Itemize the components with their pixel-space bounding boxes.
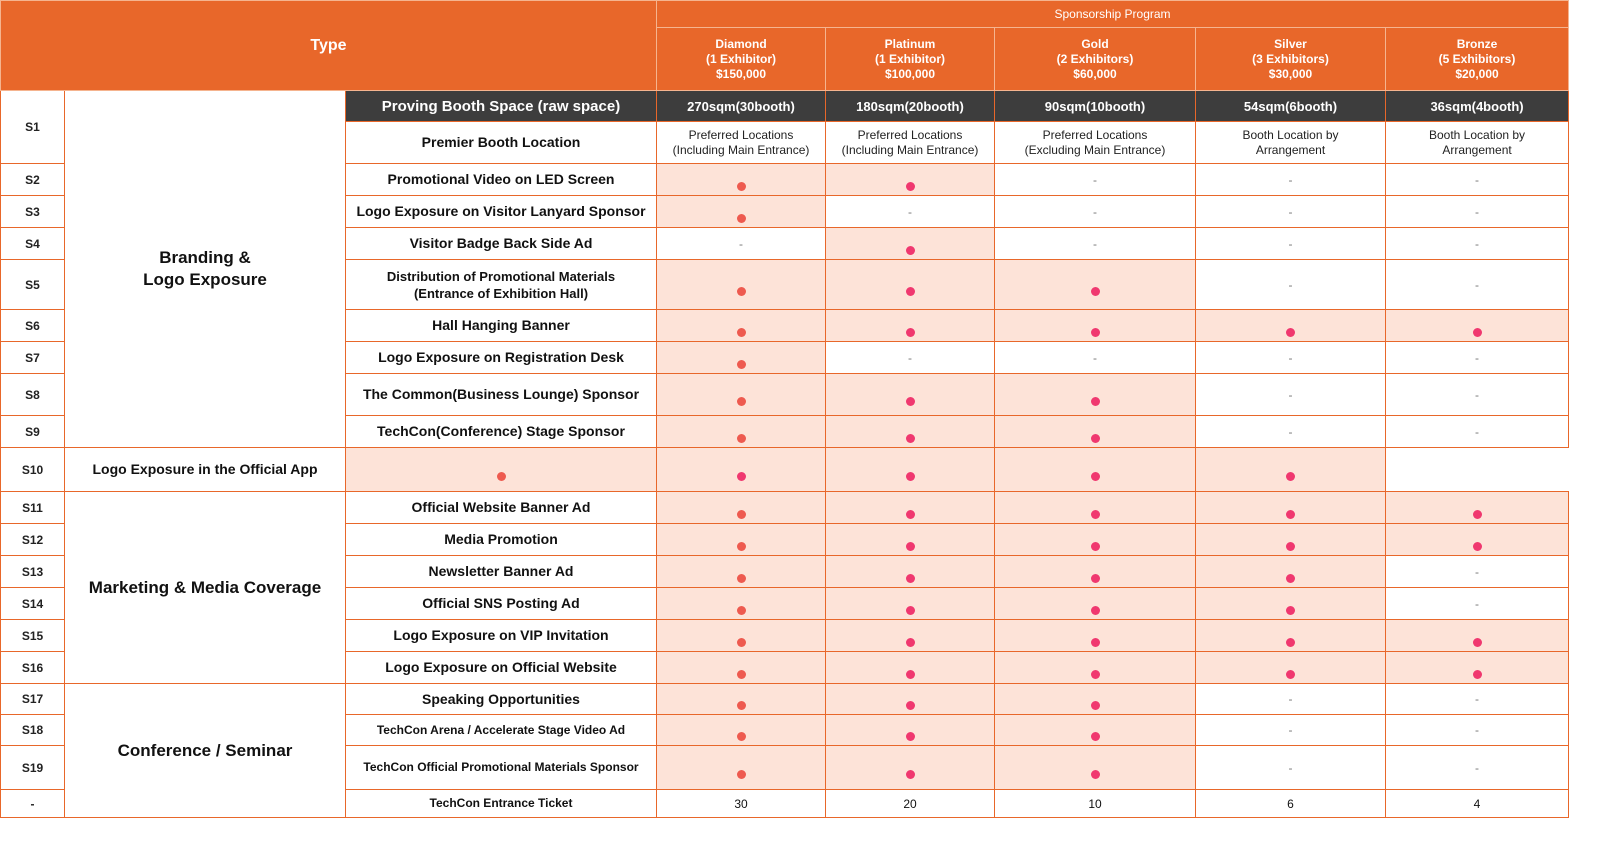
included-dot [1286, 574, 1295, 583]
not-included: - [1475, 236, 1480, 251]
included-dot [906, 670, 915, 679]
item-label: Promotional Video on LED Screen [346, 164, 657, 196]
booth-location: Preferred Locations (Including Main Entrance) [657, 122, 826, 164]
included-dot [1091, 542, 1100, 551]
included-dot [1473, 638, 1482, 647]
not-included: - [1288, 172, 1293, 187]
not-included: - [1475, 692, 1480, 706]
table-row [1, 91, 1569, 122]
benefit-cell [1196, 196, 1386, 228]
not-included: - [1093, 350, 1097, 365]
table-row [1, 492, 1569, 524]
category-marketing: Marketing & Media Coverage [65, 492, 346, 684]
included-dot [1091, 770, 1100, 779]
benefit-cell [1196, 228, 1386, 260]
item-label: Official Website Banner Ad [346, 492, 657, 524]
included-dot [1091, 510, 1100, 519]
ticket-count: 4 [1386, 790, 1569, 818]
row-id: S11 [1, 492, 65, 524]
benefit-cell [657, 715, 826, 746]
included-dot [737, 510, 746, 519]
item-label: TechCon(Conference) Stage Sponsor [346, 416, 657, 448]
booth-location: Booth Location by Arrangement [1386, 122, 1569, 164]
item-label: Logo Exposure on Official Website [346, 652, 657, 684]
not-included: - [1288, 236, 1293, 251]
booth-size: 90sqm(10booth) [995, 91, 1196, 122]
included-dot [1473, 510, 1482, 519]
not-included: - [1288, 760, 1293, 775]
benefit-cell [657, 652, 826, 684]
row-id: S10 [1, 448, 65, 492]
not-included: - [1475, 596, 1480, 611]
included-dot [1091, 638, 1100, 647]
benefit-cell [657, 556, 826, 588]
included-dot [737, 182, 746, 191]
not-included: - [1475, 387, 1480, 402]
included-dot [1091, 328, 1100, 337]
table-row [1, 684, 1569, 715]
benefit-cell [826, 715, 995, 746]
included-dot [906, 328, 915, 337]
item-label: Premier Booth Location [346, 122, 657, 164]
included-dot [906, 542, 915, 551]
included-dot [737, 770, 746, 779]
table-row [1, 448, 1569, 492]
benefit-cell [995, 556, 1196, 588]
benefit-cell [657, 620, 826, 652]
item-label: TechCon Arena / Accelerate Stage Video Ad [346, 715, 657, 746]
included-dot [737, 434, 746, 443]
included-dot [1091, 434, 1100, 443]
included-dot [906, 732, 915, 741]
included-dot [737, 638, 746, 647]
included-dot [737, 670, 746, 679]
not-included: - [1288, 350, 1293, 365]
not-included: - [908, 350, 912, 365]
benefit-cell [657, 342, 826, 374]
benefit-cell [826, 746, 995, 790]
benefit-cell [826, 492, 995, 524]
included-dot [906, 246, 915, 255]
included-dot [1091, 574, 1100, 583]
benefit-cell [657, 492, 826, 524]
row-id: S13 [1, 556, 65, 588]
included-dot [737, 360, 746, 369]
included-dot [906, 770, 915, 779]
benefit-cell [1386, 746, 1569, 790]
row-id: S12 [1, 524, 65, 556]
row-id: S19 [1, 746, 65, 790]
benefit-cell [826, 524, 995, 556]
benefit-cell [826, 228, 995, 260]
included-dot [1091, 670, 1100, 679]
not-included: - [1288, 277, 1293, 292]
benefit-cell [826, 164, 995, 196]
benefit-cell [995, 448, 1196, 492]
included-dot [906, 472, 915, 481]
item-label: Logo Exposure on Visitor Lanyard Sponsor [346, 196, 657, 228]
item-label: Logo Exposure on Registration Desk [346, 342, 657, 374]
benefit-cell [1196, 715, 1386, 746]
benefit-cell [1196, 556, 1386, 588]
benefit-cell [1386, 196, 1569, 228]
benefit-cell [995, 164, 1196, 196]
benefit-cell [995, 374, 1196, 416]
included-dot [737, 328, 746, 337]
benefit-cell [1386, 260, 1569, 310]
included-dot [1286, 638, 1295, 647]
benefit-cell [657, 164, 826, 196]
benefit-cell [657, 196, 826, 228]
item-label: TechCon Entrance Ticket [346, 790, 657, 818]
benefit-cell [826, 416, 995, 448]
benefit-cell [1196, 164, 1386, 196]
included-dot [737, 397, 746, 406]
row-id: S16 [1, 652, 65, 684]
included-dot [1091, 472, 1100, 481]
benefit-cell [1386, 684, 1569, 715]
benefit-cell [1386, 715, 1569, 746]
included-dot [1286, 542, 1295, 551]
item-label: Logo Exposure on VIP Invitation [346, 620, 657, 652]
benefit-cell [826, 310, 995, 342]
included-dot [1286, 472, 1295, 481]
not-included: - [739, 236, 743, 251]
not-included: - [1475, 424, 1480, 439]
benefit-cell [1196, 684, 1386, 715]
not-included: - [1475, 723, 1480, 737]
item-label: Speaking Opportunities [346, 684, 657, 715]
benefit-cell [995, 492, 1196, 524]
benefit-cell [1386, 524, 1569, 556]
benefit-cell [1196, 448, 1386, 492]
benefit-cell [995, 684, 1196, 715]
item-label: Visitor Badge Back Side Ad [346, 228, 657, 260]
benefit-cell [995, 588, 1196, 620]
benefit-cell [995, 342, 1196, 374]
benefit-cell [1386, 164, 1569, 196]
included-dot [1091, 701, 1100, 710]
included-dot [1473, 670, 1482, 679]
included-dot [1473, 542, 1482, 551]
benefit-cell [995, 260, 1196, 310]
benefit-cell [1386, 228, 1569, 260]
benefit-cell [1386, 342, 1569, 374]
row-id: S7 [1, 342, 65, 374]
benefit-cell [995, 310, 1196, 342]
benefit-cell [995, 228, 1196, 260]
not-included: - [908, 204, 912, 219]
included-dot [906, 638, 915, 647]
included-dot [737, 574, 746, 583]
benefit-cell [826, 196, 995, 228]
benefit-cell [826, 374, 995, 416]
not-included: - [1475, 760, 1480, 775]
included-dot [1286, 510, 1295, 519]
included-dot [1286, 670, 1295, 679]
benefit-cell [657, 310, 826, 342]
ticket-count: 30 [657, 790, 826, 818]
benefit-cell [1386, 588, 1569, 620]
included-dot [906, 397, 915, 406]
row-id: S9 [1, 416, 65, 448]
item-label: Media Promotion [346, 524, 657, 556]
benefit-cell [657, 524, 826, 556]
benefit-cell [995, 620, 1196, 652]
benefit-cell [826, 260, 995, 310]
benefit-cell [657, 684, 826, 715]
not-included: - [1288, 387, 1293, 402]
included-dot [737, 606, 746, 615]
benefit-cell [1196, 260, 1386, 310]
benefit-cell [1386, 310, 1569, 342]
benefit-cell [657, 588, 826, 620]
not-included: - [1288, 424, 1293, 439]
not-included: - [1475, 350, 1480, 365]
not-included: - [1288, 204, 1293, 219]
included-dot [906, 434, 915, 443]
booth-location: Preferred Locations (Including Main Entrance) [826, 122, 995, 164]
included-dot [1091, 287, 1100, 296]
item-label: Proving Booth Space (raw space) [346, 91, 657, 122]
included-dot [737, 542, 746, 551]
benefit-cell [657, 448, 826, 492]
row-id: S6 [1, 310, 65, 342]
benefit-cell [1386, 416, 1569, 448]
benefit-cell [1386, 556, 1569, 588]
benefit-cell [1386, 620, 1569, 652]
booth-size: 270sqm(30booth) [657, 91, 826, 122]
benefit-cell [1196, 524, 1386, 556]
benefit-cell [1196, 310, 1386, 342]
not-included: - [1093, 236, 1097, 251]
benefit-cell [1386, 374, 1569, 416]
benefit-cell [346, 448, 657, 492]
booth-size: 54sqm(6booth) [1196, 91, 1386, 122]
benefit-cell [657, 416, 826, 448]
benefit-cell [826, 652, 995, 684]
item-label: TechCon Official Promotional Materials Sponsor [346, 746, 657, 790]
benefit-cell [1196, 416, 1386, 448]
benefit-cell [995, 715, 1196, 746]
benefit-cell [995, 746, 1196, 790]
item-label: Logo Exposure in the Official App [65, 448, 346, 492]
item-label: Official SNS Posting Ad [346, 588, 657, 620]
item-label: Distribution of Promotional Materials (Entrance of Exhibition Hall) [346, 260, 657, 310]
included-dot [1286, 328, 1295, 337]
benefit-cell [1196, 342, 1386, 374]
benefit-cell [826, 448, 995, 492]
included-dot [497, 472, 506, 481]
benefit-cell [995, 196, 1196, 228]
tier-diamond: Diamond (1 Exhibitor) $150,000 [657, 28, 826, 91]
not-included: - [1475, 564, 1480, 579]
included-dot [1286, 606, 1295, 615]
included-dot [1091, 606, 1100, 615]
benefit-cell [1196, 620, 1386, 652]
benefit-cell [995, 416, 1196, 448]
row-id: S2 [1, 164, 65, 196]
booth-location: Booth Location by Arrangement [1196, 122, 1386, 164]
not-included: - [1475, 172, 1480, 187]
ticket-count: 6 [1196, 790, 1386, 818]
included-dot [906, 574, 915, 583]
booth-size: 36sqm(4booth) [1386, 91, 1569, 122]
row-id: S8 [1, 374, 65, 416]
not-included: - [1093, 172, 1097, 187]
included-dot [737, 472, 746, 481]
included-dot [906, 701, 915, 710]
benefit-cell [826, 588, 995, 620]
benefit-cell [1386, 652, 1569, 684]
included-dot [906, 606, 915, 615]
included-dot [1091, 732, 1100, 741]
category-conference: Conference / Seminar [65, 684, 346, 818]
not-included: - [1093, 204, 1097, 219]
benefit-cell [826, 556, 995, 588]
row-id: - [1, 790, 65, 818]
benefit-cell [1196, 746, 1386, 790]
not-included: - [1288, 723, 1293, 737]
benefit-cell [657, 228, 826, 260]
included-dot [737, 701, 746, 710]
not-included: - [1475, 277, 1480, 292]
benefit-cell [826, 684, 995, 715]
benefit-cell [657, 746, 826, 790]
not-included: - [1288, 692, 1293, 706]
benefit-cell [1196, 492, 1386, 524]
included-dot [1473, 328, 1482, 337]
included-dot [906, 510, 915, 519]
row-id: S1 [1, 91, 65, 164]
included-dot [737, 287, 746, 296]
included-dot [737, 732, 746, 741]
row-id: S17 [1, 684, 65, 715]
row-id: S5 [1, 260, 65, 310]
benefit-cell [1196, 652, 1386, 684]
benefit-cell [1196, 588, 1386, 620]
included-dot [906, 182, 915, 191]
row-id: S4 [1, 228, 65, 260]
ticket-count: 20 [826, 790, 995, 818]
benefit-cell [657, 260, 826, 310]
program-header: Sponsorship Program [657, 1, 1569, 28]
tier-gold: Gold (2 Exhibitors) $60,000 [995, 28, 1196, 91]
row-id: S18 [1, 715, 65, 746]
benefit-cell [657, 374, 826, 416]
ticket-count: 10 [995, 790, 1196, 818]
benefit-cell [995, 524, 1196, 556]
included-dot [1091, 397, 1100, 406]
category-branding: Branding & Logo Exposure [65, 91, 346, 448]
benefit-cell [826, 342, 995, 374]
booth-size: 180sqm(20booth) [826, 91, 995, 122]
item-label: Hall Hanging Banner [346, 310, 657, 342]
benefit-cell [1196, 374, 1386, 416]
benefit-cell [826, 620, 995, 652]
row-id: S14 [1, 588, 65, 620]
row-id: S3 [1, 196, 65, 228]
tier-platinum: Platinum (1 Exhibitor) $100,000 [826, 28, 995, 91]
included-dot [906, 287, 915, 296]
included-dot [737, 214, 746, 223]
tier-bronze: Bronze (5 Exhibitors) $20,000 [1386, 28, 1569, 91]
type-header: Type [1, 1, 657, 91]
row-id: S15 [1, 620, 65, 652]
benefit-cell [1386, 492, 1569, 524]
benefit-cell [995, 652, 1196, 684]
tier-silver: Silver (3 Exhibitors) $30,000 [1196, 28, 1386, 91]
booth-location: Preferred Locations (Excluding Main Entrance) [995, 122, 1196, 164]
item-label: The Common(Business Lounge) Sponsor [346, 374, 657, 416]
item-label: Newsletter Banner Ad [346, 556, 657, 588]
not-included: - [1475, 204, 1480, 219]
